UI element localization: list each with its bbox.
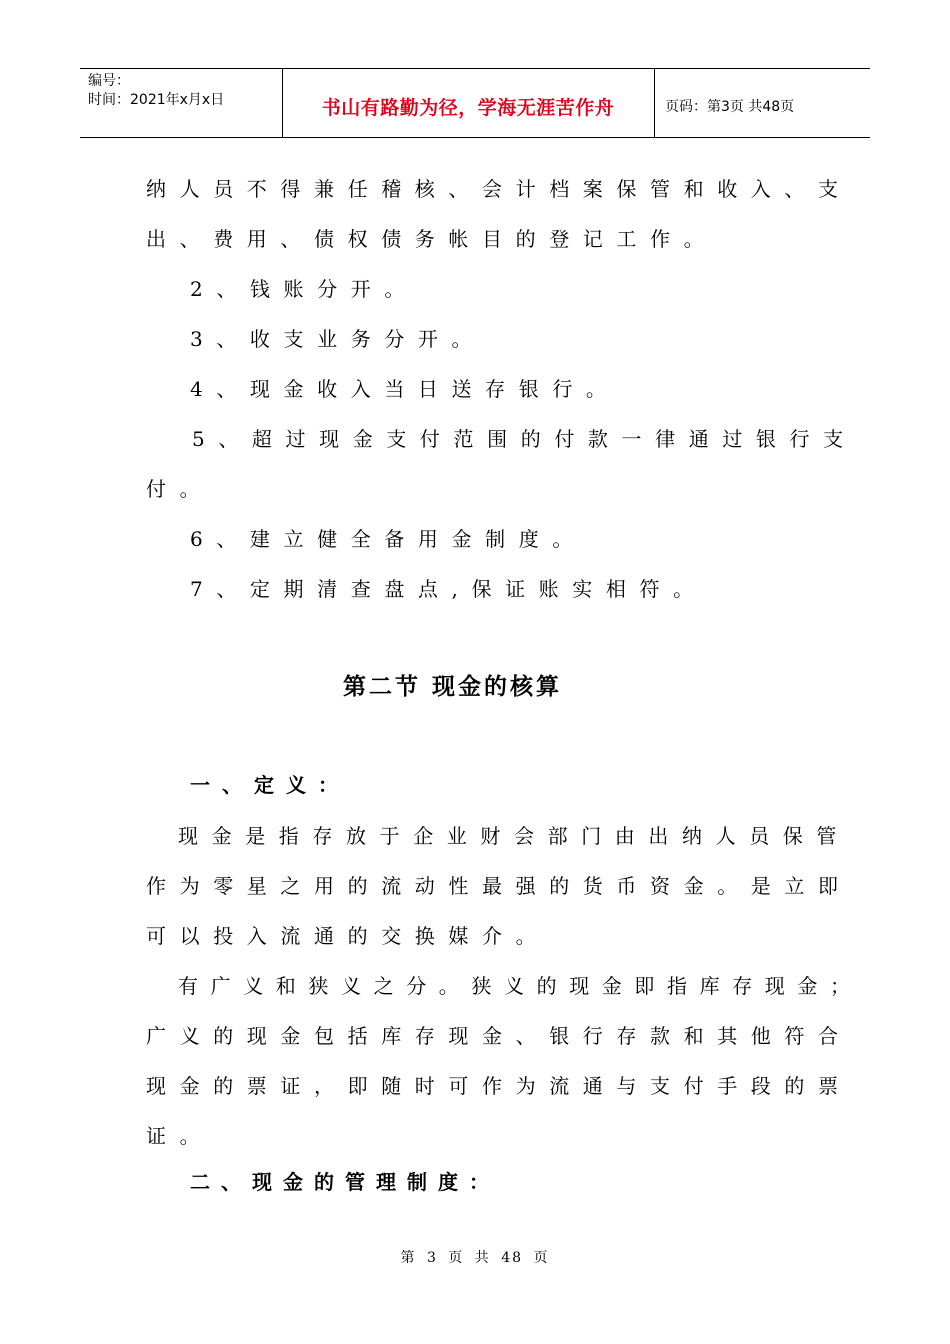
header-meta <box>80 69 283 137</box>
document-date-label: 时间：2021年x月x日 <box>88 92 225 108</box>
subheading-definition: 一、定义： <box>190 773 350 797</box>
list-item: 7、定期清查盘点,保证账实相符。 <box>190 577 707 601</box>
list-item: 2、钱账分开。 <box>190 277 418 301</box>
paragraph-line: 现金的票证，即随时可作为流通与支付手段的票 <box>146 1074 852 1098</box>
list-item: 5、超过现金支付范围的付款一律通过银行支 <box>192 427 857 451</box>
paragraph-line: 可以投入流通的交换媒介。 <box>146 924 550 948</box>
list-item: 3、收支业务分开。 <box>190 327 486 351</box>
header-page-info: 页码：第3页 共48页 <box>665 99 795 115</box>
body-line: 纳人员不得兼任稽核、会计档案保管和收入、支 <box>146 177 852 201</box>
header-motto-cell <box>282 69 655 137</box>
header-page-cell <box>655 69 870 137</box>
body-line: 付。 <box>146 477 214 501</box>
list-item: 4、现金收入当日送存银行。 <box>190 377 620 401</box>
paragraph-line: 现金是指存放于企业财会部门由出纳人员保管 <box>178 824 850 848</box>
body-line: 出、费用、债权债务帐目的登记工作。 <box>146 227 718 251</box>
document-number-label: 编号： <box>88 73 130 89</box>
subheading-management: 二、现金的管理制度： <box>190 1170 500 1194</box>
section-title: 第二节 现金的核算 <box>343 674 563 700</box>
list-item: 6、建立健全备用金制度。 <box>190 527 586 551</box>
header-motto: 书山有路勤为径，学海无涯苦作舟 <box>321 96 615 119</box>
paragraph-line: 有广义和狭义之分。狭义的现金即指库存现金； <box>178 974 863 998</box>
paragraph-line: 证。 <box>146 1124 214 1148</box>
paragraph-line: 广义的现金包括库存现金、银行存款和其他符合 <box>146 1024 852 1048</box>
paragraph-line: 作为零星之用的流动性最强的货币资金。是立即 <box>146 874 852 898</box>
page-footer: 第 3 页 共 48 页 <box>400 1250 550 1266</box>
page-header <box>80 68 870 138</box>
